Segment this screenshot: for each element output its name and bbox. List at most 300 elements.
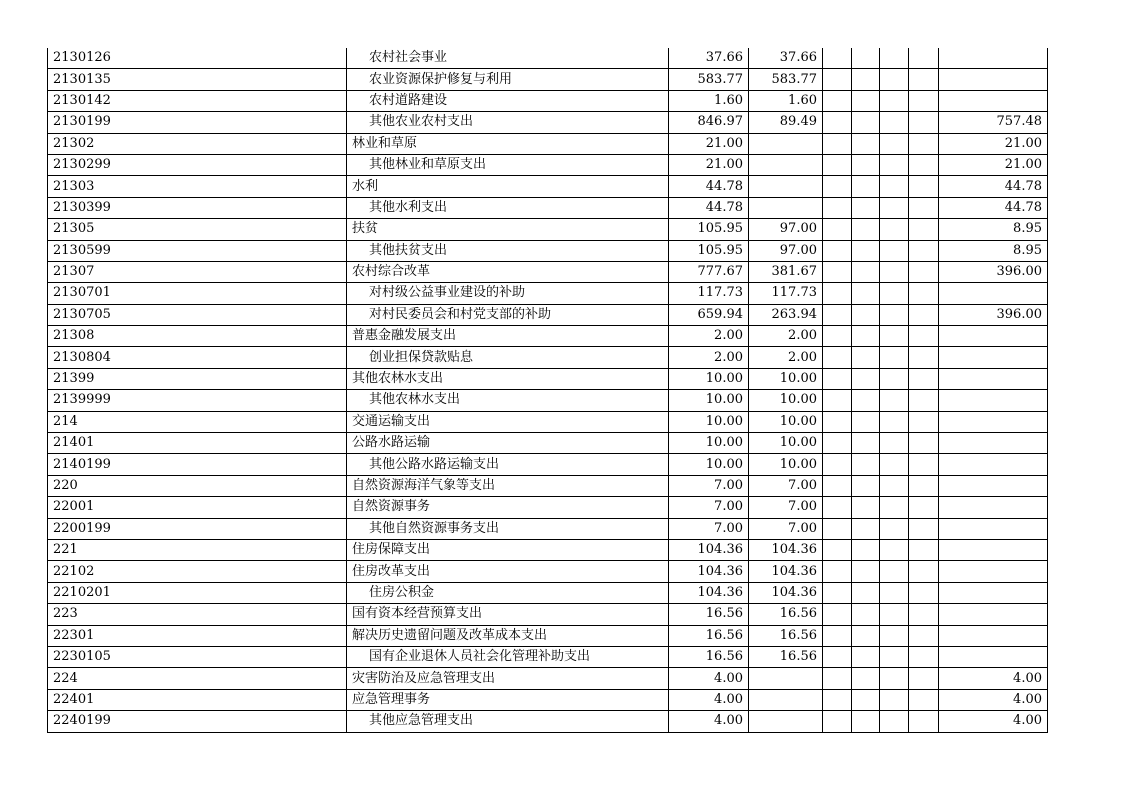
cell-col5 xyxy=(880,497,909,518)
cell-col3 xyxy=(823,539,852,560)
cell-col6 xyxy=(909,261,939,282)
cell-col6 xyxy=(909,582,939,603)
cell-code: 21305 xyxy=(48,219,347,240)
cell-col4 xyxy=(852,625,880,646)
cell-item-name: 农村综合改革 xyxy=(347,261,669,282)
cell-col3 xyxy=(823,668,852,689)
cell-col6 xyxy=(909,561,939,582)
cell-col5 xyxy=(880,454,909,475)
cell-col5 xyxy=(880,668,909,689)
cell-code: 22102 xyxy=(48,561,347,582)
cell-col4 xyxy=(852,283,880,304)
cell-col3 xyxy=(823,625,852,646)
cell-col6 xyxy=(909,390,939,411)
cell-basic: 583.77 xyxy=(749,69,823,90)
table-row xyxy=(48,646,1048,667)
cell-col3 xyxy=(823,411,852,432)
cell-other: 21.00 xyxy=(939,133,1048,154)
cell-col4 xyxy=(852,689,880,710)
cell-item-name: 普惠金融发展支出 xyxy=(347,326,669,347)
cell-col5 xyxy=(880,48,909,69)
table-row xyxy=(48,368,1048,389)
cell-code: 2130142 xyxy=(48,90,347,111)
cell-col4 xyxy=(852,646,880,667)
table-row xyxy=(48,326,1048,347)
cell-basic: 10.00 xyxy=(749,433,823,454)
table-row xyxy=(48,475,1048,496)
cell-col6 xyxy=(909,518,939,539)
cell-col6 xyxy=(909,133,939,154)
cell-col3 xyxy=(823,711,852,732)
cell-other: 44.78 xyxy=(939,197,1048,218)
cell-basic: 16.56 xyxy=(749,625,823,646)
cell-item-name: 其他公路水路运输支出 xyxy=(347,454,669,475)
cell-col6 xyxy=(909,219,939,240)
table-row xyxy=(48,454,1048,475)
cell-basic: 97.00 xyxy=(749,240,823,261)
cell-col4 xyxy=(852,390,880,411)
cell-other: 4.00 xyxy=(939,689,1048,710)
table-row xyxy=(48,411,1048,432)
cell-item-name: 其他林业和草原支出 xyxy=(347,154,669,175)
table-row xyxy=(48,711,1048,732)
table-row xyxy=(48,668,1048,689)
cell-item-name: 对村级公益事业建设的补助 xyxy=(347,283,669,304)
table-row xyxy=(48,197,1048,218)
cell-basic: 10.00 xyxy=(749,411,823,432)
cell-basic: 104.36 xyxy=(749,539,823,560)
cell-basic: 381.67 xyxy=(749,261,823,282)
table-row xyxy=(48,390,1048,411)
cell-col4 xyxy=(852,518,880,539)
cell-col3 xyxy=(823,261,852,282)
cell-col3 xyxy=(823,176,852,197)
cell-other: 44.78 xyxy=(939,176,1048,197)
cell-col4 xyxy=(852,240,880,261)
cell-basic: 10.00 xyxy=(749,390,823,411)
cell-col6 xyxy=(909,539,939,560)
cell-other xyxy=(939,646,1048,667)
cell-col6 xyxy=(909,90,939,111)
cell-item-name: 其他水利支出 xyxy=(347,197,669,218)
cell-other xyxy=(939,390,1048,411)
cell-other xyxy=(939,411,1048,432)
cell-total: 7.00 xyxy=(669,518,749,539)
cell-col5 xyxy=(880,197,909,218)
cell-code: 21308 xyxy=(48,326,347,347)
cell-total: 104.36 xyxy=(669,539,749,560)
cell-item-name: 自然资源海洋气象等支出 xyxy=(347,475,669,496)
cell-col3 xyxy=(823,304,852,325)
cell-col3 xyxy=(823,197,852,218)
cell-col4 xyxy=(852,219,880,240)
cell-col4 xyxy=(852,411,880,432)
cell-total: 104.36 xyxy=(669,561,749,582)
cell-item-name: 其他自然资源事务支出 xyxy=(347,518,669,539)
cell-col5 xyxy=(880,112,909,133)
table-row xyxy=(48,497,1048,518)
cell-total: 44.78 xyxy=(669,176,749,197)
cell-other xyxy=(939,561,1048,582)
cell-total: 583.77 xyxy=(669,69,749,90)
cell-other xyxy=(939,475,1048,496)
table-row xyxy=(48,283,1048,304)
cell-col4 xyxy=(852,112,880,133)
cell-col5 xyxy=(880,133,909,154)
cell-basic xyxy=(749,668,823,689)
cell-item-name: 其他农业农村支出 xyxy=(347,112,669,133)
cell-item-name: 创业担保贷款贴息 xyxy=(347,347,669,368)
cell-code: 223 xyxy=(48,604,347,625)
cell-col6 xyxy=(909,240,939,261)
cell-other xyxy=(939,625,1048,646)
cell-item-name: 住房公积金 xyxy=(347,582,669,603)
cell-code: 2130199 xyxy=(48,112,347,133)
cell-col5 xyxy=(880,240,909,261)
cell-other: 396.00 xyxy=(939,261,1048,282)
cell-col6 xyxy=(909,497,939,518)
cell-other: 757.48 xyxy=(939,112,1048,133)
cell-col6 xyxy=(909,197,939,218)
cell-item-name: 农业资源保护修复与利用 xyxy=(347,69,669,90)
cell-col3 xyxy=(823,69,852,90)
cell-code: 2210201 xyxy=(48,582,347,603)
cell-total: 7.00 xyxy=(669,475,749,496)
cell-item-name: 住房改革支出 xyxy=(347,561,669,582)
cell-code: 2130135 xyxy=(48,69,347,90)
cell-col4 xyxy=(852,368,880,389)
cell-col5 xyxy=(880,368,909,389)
cell-total: 10.00 xyxy=(669,433,749,454)
cell-item-name: 其他应急管理支出 xyxy=(347,711,669,732)
cell-col3 xyxy=(823,475,852,496)
cell-item-name: 灾害防治及应急管理支出 xyxy=(347,668,669,689)
cell-total: 4.00 xyxy=(669,689,749,710)
table-body xyxy=(48,48,1048,732)
cell-col3 xyxy=(823,133,852,154)
cell-other xyxy=(939,347,1048,368)
table-row xyxy=(48,347,1048,368)
cell-basic: 7.00 xyxy=(749,518,823,539)
cell-total: 10.00 xyxy=(669,454,749,475)
cell-total: 7.00 xyxy=(669,497,749,518)
cell-col3 xyxy=(823,368,852,389)
cell-col5 xyxy=(880,561,909,582)
table-row xyxy=(48,561,1048,582)
cell-other: 8.95 xyxy=(939,240,1048,261)
cell-code: 2240199 xyxy=(48,711,347,732)
cell-col4 xyxy=(852,133,880,154)
cell-col5 xyxy=(880,69,909,90)
cell-col5 xyxy=(880,347,909,368)
cell-col3 xyxy=(823,604,852,625)
cell-other: 21.00 xyxy=(939,154,1048,175)
cell-code: 22001 xyxy=(48,497,347,518)
cell-basic xyxy=(749,689,823,710)
cell-col6 xyxy=(909,154,939,175)
table-row xyxy=(48,176,1048,197)
cell-total: 846.97 xyxy=(669,112,749,133)
cell-col6 xyxy=(909,689,939,710)
cell-col6 xyxy=(909,711,939,732)
cell-other xyxy=(939,518,1048,539)
table-row xyxy=(48,689,1048,710)
cell-item-name: 解决历史遗留问题及改革成本支出 xyxy=(347,625,669,646)
cell-total: 1.60 xyxy=(669,90,749,111)
cell-col5 xyxy=(880,518,909,539)
cell-other xyxy=(939,604,1048,625)
cell-col6 xyxy=(909,48,939,69)
cell-other xyxy=(939,326,1048,347)
cell-item-name: 扶贫 xyxy=(347,219,669,240)
cell-item-name: 国有企业退休人员社会化管理补助支出 xyxy=(347,646,669,667)
cell-total: 21.00 xyxy=(669,154,749,175)
cell-basic: 104.36 xyxy=(749,561,823,582)
cell-col4 xyxy=(852,176,880,197)
cell-col4 xyxy=(852,433,880,454)
table-row xyxy=(48,604,1048,625)
cell-total: 105.95 xyxy=(669,240,749,261)
cell-col4 xyxy=(852,90,880,111)
cell-code: 21401 xyxy=(48,433,347,454)
cell-col3 xyxy=(823,240,852,261)
cell-basic: 117.73 xyxy=(749,283,823,304)
table-row xyxy=(48,219,1048,240)
cell-item-name: 公路水路运输 xyxy=(347,433,669,454)
cell-total: 2.00 xyxy=(669,326,749,347)
cell-item-name: 农村道路建设 xyxy=(347,90,669,111)
cell-other: 396.00 xyxy=(939,304,1048,325)
cell-total: 105.95 xyxy=(669,219,749,240)
cell-code: 2130399 xyxy=(48,197,347,218)
cell-other xyxy=(939,283,1048,304)
cell-total: 4.00 xyxy=(669,668,749,689)
cell-total: 104.36 xyxy=(669,582,749,603)
cell-code: 21399 xyxy=(48,368,347,389)
table-row xyxy=(48,518,1048,539)
cell-col4 xyxy=(852,561,880,582)
cell-code: 22301 xyxy=(48,625,347,646)
cell-col4 xyxy=(852,604,880,625)
cell-item-name: 林业和草原 xyxy=(347,133,669,154)
cell-col5 xyxy=(880,433,909,454)
cell-col3 xyxy=(823,90,852,111)
cell-code: 2130701 xyxy=(48,283,347,304)
cell-code: 224 xyxy=(48,668,347,689)
cell-total: 2.00 xyxy=(669,347,749,368)
cell-basic xyxy=(749,711,823,732)
cell-col4 xyxy=(852,454,880,475)
cell-col6 xyxy=(909,668,939,689)
cell-code: 220 xyxy=(48,475,347,496)
cell-basic: 97.00 xyxy=(749,219,823,240)
cell-basic: 37.66 xyxy=(749,48,823,69)
cell-col5 xyxy=(880,539,909,560)
cell-code: 21303 xyxy=(48,176,347,197)
cell-basic xyxy=(749,154,823,175)
cell-col6 xyxy=(909,112,939,133)
budget-table xyxy=(47,48,1048,733)
cell-total: 10.00 xyxy=(669,368,749,389)
cell-col3 xyxy=(823,219,852,240)
cell-code: 214 xyxy=(48,411,347,432)
cell-item-name: 交通运输支出 xyxy=(347,411,669,432)
table-row xyxy=(48,539,1048,560)
cell-col6 xyxy=(909,368,939,389)
table-row xyxy=(48,154,1048,175)
cell-other xyxy=(939,368,1048,389)
cell-col3 xyxy=(823,283,852,304)
cell-other xyxy=(939,539,1048,560)
cell-total: 659.94 xyxy=(669,304,749,325)
cell-basic: 7.00 xyxy=(749,497,823,518)
cell-basic: 7.00 xyxy=(749,475,823,496)
cell-item-name: 国有资本经营预算支出 xyxy=(347,604,669,625)
cell-col6 xyxy=(909,646,939,667)
cell-code: 2140199 xyxy=(48,454,347,475)
cell-basic: 16.56 xyxy=(749,646,823,667)
table-row xyxy=(48,240,1048,261)
cell-col3 xyxy=(823,454,852,475)
cell-item-name: 自然资源事务 xyxy=(347,497,669,518)
cell-col4 xyxy=(852,69,880,90)
cell-col3 xyxy=(823,347,852,368)
cell-item-name: 其他扶贫支出 xyxy=(347,240,669,261)
cell-basic: 10.00 xyxy=(749,368,823,389)
cell-col5 xyxy=(880,261,909,282)
cell-col6 xyxy=(909,433,939,454)
cell-col5 xyxy=(880,625,909,646)
cell-other xyxy=(939,454,1048,475)
cell-item-name: 应急管理事务 xyxy=(347,689,669,710)
cell-col3 xyxy=(823,518,852,539)
cell-other: 4.00 xyxy=(939,668,1048,689)
cell-col4 xyxy=(852,668,880,689)
cell-total: 37.66 xyxy=(669,48,749,69)
cell-code: 2230105 xyxy=(48,646,347,667)
table-row xyxy=(48,304,1048,325)
cell-col5 xyxy=(880,390,909,411)
cell-col4 xyxy=(852,154,880,175)
cell-basic: 1.60 xyxy=(749,90,823,111)
cell-col3 xyxy=(823,112,852,133)
cell-basic: 2.00 xyxy=(749,347,823,368)
cell-col4 xyxy=(852,326,880,347)
cell-basic: 16.56 xyxy=(749,604,823,625)
cell-other xyxy=(939,582,1048,603)
cell-col5 xyxy=(880,326,909,347)
cell-item-name: 对村民委员会和村党支部的补助 xyxy=(347,304,669,325)
cell-other xyxy=(939,48,1048,69)
cell-col4 xyxy=(852,582,880,603)
cell-col3 xyxy=(823,646,852,667)
cell-col4 xyxy=(852,711,880,732)
cell-basic xyxy=(749,133,823,154)
cell-col5 xyxy=(880,646,909,667)
cell-col5 xyxy=(880,604,909,625)
cell-other xyxy=(939,433,1048,454)
cell-col6 xyxy=(909,604,939,625)
table-row xyxy=(48,69,1048,90)
cell-col5 xyxy=(880,582,909,603)
table-row xyxy=(48,433,1048,454)
cell-col6 xyxy=(909,475,939,496)
cell-col4 xyxy=(852,475,880,496)
cell-col3 xyxy=(823,582,852,603)
cell-col3 xyxy=(823,390,852,411)
cell-item-name: 农村社会事业 xyxy=(347,48,669,69)
cell-col5 xyxy=(880,475,909,496)
cell-other xyxy=(939,69,1048,90)
cell-code: 2130126 xyxy=(48,48,347,69)
cell-col5 xyxy=(880,689,909,710)
cell-col5 xyxy=(880,176,909,197)
cell-total: 16.56 xyxy=(669,625,749,646)
cell-col6 xyxy=(909,283,939,304)
cell-other: 4.00 xyxy=(939,711,1048,732)
table-row xyxy=(48,625,1048,646)
cell-basic: 104.36 xyxy=(749,582,823,603)
cell-total: 4.00 xyxy=(669,711,749,732)
cell-item-name: 其他农林水支出 xyxy=(347,368,669,389)
cell-item-name: 水利 xyxy=(347,176,669,197)
cell-code: 2130599 xyxy=(48,240,347,261)
cell-col5 xyxy=(880,411,909,432)
cell-col4 xyxy=(852,539,880,560)
cell-col5 xyxy=(880,219,909,240)
cell-other xyxy=(939,497,1048,518)
cell-code: 2200199 xyxy=(48,518,347,539)
cell-basic xyxy=(749,197,823,218)
cell-other: 8.95 xyxy=(939,219,1048,240)
cell-item-name: 住房保障支出 xyxy=(347,539,669,560)
cell-code: 22401 xyxy=(48,689,347,710)
cell-col5 xyxy=(880,154,909,175)
cell-col4 xyxy=(852,48,880,69)
cell-item-name: 其他农林水支出 xyxy=(347,390,669,411)
cell-col3 xyxy=(823,48,852,69)
cell-col4 xyxy=(852,304,880,325)
cell-total: 16.56 xyxy=(669,646,749,667)
cell-code: 2130804 xyxy=(48,347,347,368)
cell-col4 xyxy=(852,197,880,218)
table-row xyxy=(48,133,1048,154)
cell-basic: 263.94 xyxy=(749,304,823,325)
cell-col6 xyxy=(909,176,939,197)
cell-col5 xyxy=(880,304,909,325)
cell-col5 xyxy=(880,283,909,304)
cell-col5 xyxy=(880,711,909,732)
cell-basic: 2.00 xyxy=(749,326,823,347)
cell-col6 xyxy=(909,411,939,432)
cell-code: 2139999 xyxy=(48,390,347,411)
cell-code: 2130705 xyxy=(48,304,347,325)
cell-basic: 10.00 xyxy=(749,454,823,475)
cell-col6 xyxy=(909,304,939,325)
cell-code: 221 xyxy=(48,539,347,560)
cell-total: 10.00 xyxy=(669,411,749,432)
cell-col3 xyxy=(823,433,852,454)
cell-total: 117.73 xyxy=(669,283,749,304)
cell-total: 21.00 xyxy=(669,133,749,154)
cell-col6 xyxy=(909,625,939,646)
cell-total: 16.56 xyxy=(669,604,749,625)
cell-basic xyxy=(749,176,823,197)
cell-col3 xyxy=(823,154,852,175)
cell-col3 xyxy=(823,326,852,347)
cell-col4 xyxy=(852,347,880,368)
cell-col3 xyxy=(823,689,852,710)
